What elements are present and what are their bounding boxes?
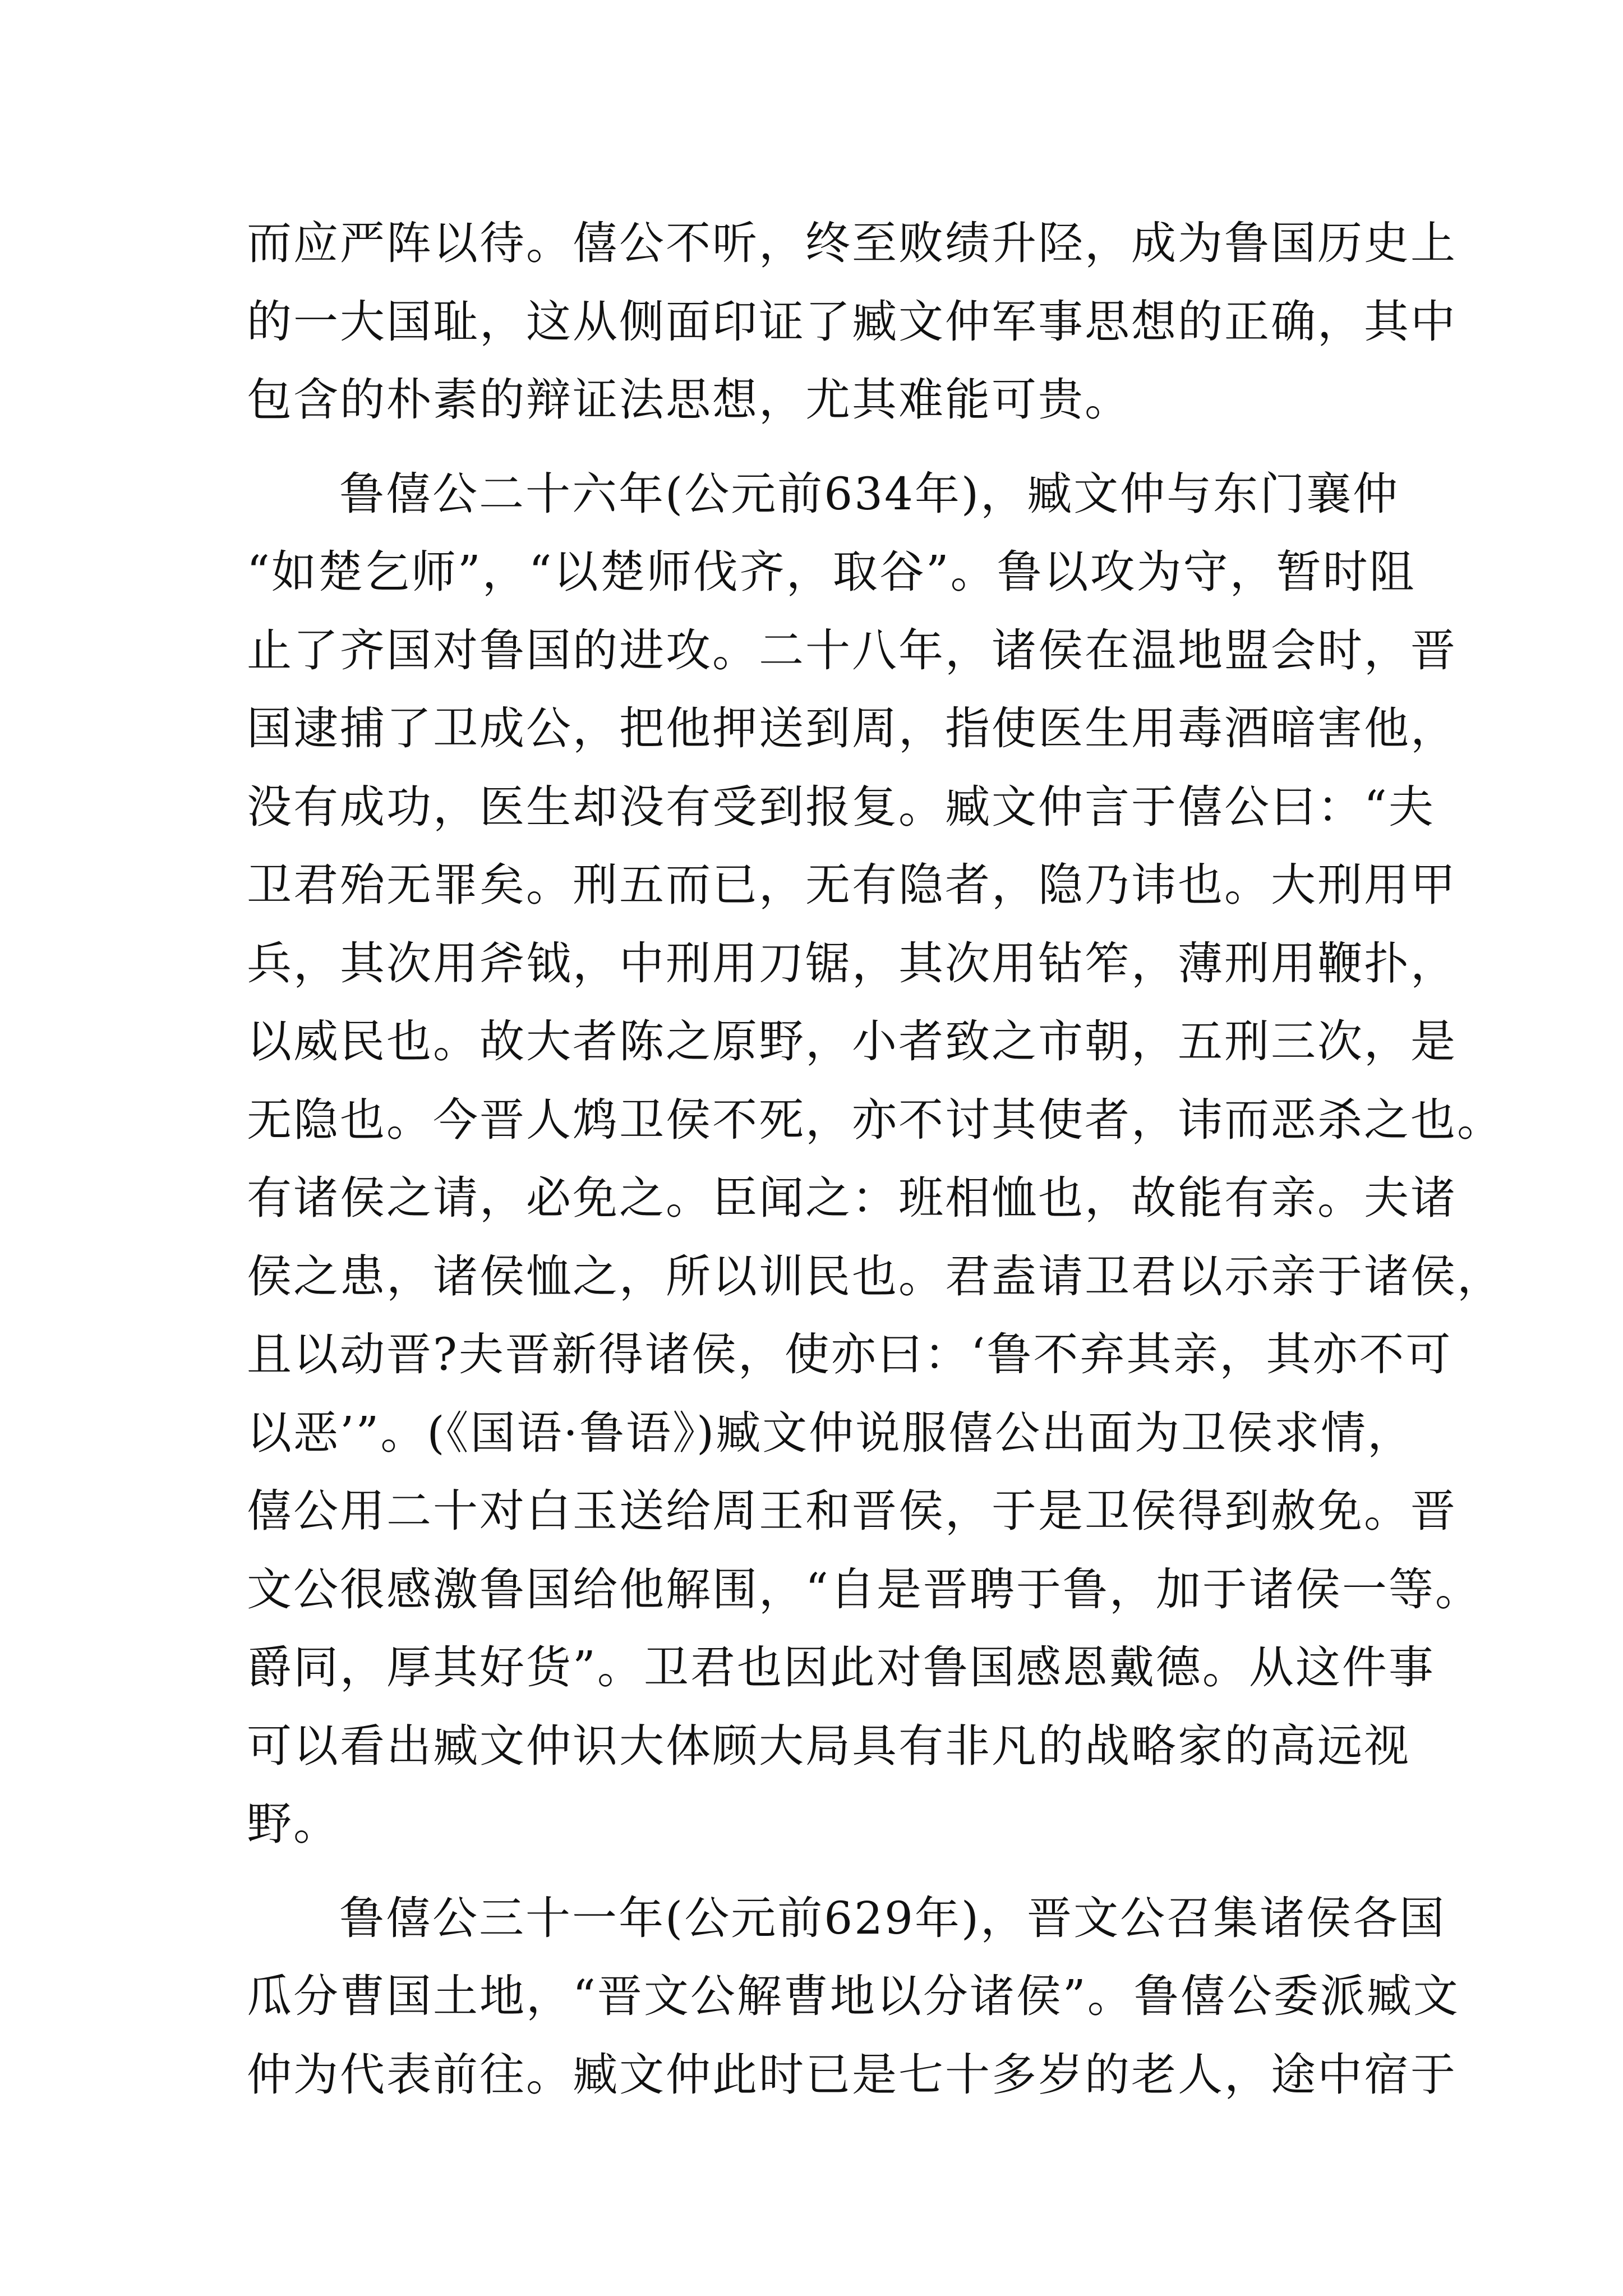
text-line: 国逮捕了卫成公，把他押送到周，指使医生用毒酒暗害他， (247, 702, 1457, 754)
text-line: 卫君殆无罪矣。刑五而已，无有隐者，隐乃讳也。大刑用甲 (247, 859, 1457, 911)
text-line: 有诸侯之请，必免之。臣闻之：班相恤也，故能有亲。夫诸 (247, 1172, 1457, 1224)
paragraph-2 (247, 455, 1504, 1864)
text-line: 侯之患，诸侯恤之，所以训民也。君盍请卫君以示亲于诸侯， (247, 1250, 1504, 1303)
text-line: 野。 (247, 1798, 340, 1850)
text-line: 且以动晋?夫晋新得诸侯，使亦曰：‘鲁不弃其亲，其亦不可 (247, 1328, 1453, 1381)
paragraph-1 (247, 204, 1457, 439)
document-body (247, 204, 1504, 2114)
text-line: 文公很感激鲁国给他解围，“自是晋聘于鲁，加于诸侯一等。 (247, 1563, 1482, 1616)
text-line: 无隐也。今晋人鸩卫侯不死，亦不讨其使者，讳而恶杀之也。 (247, 1093, 1504, 1146)
text-line: 止了齐国对鲁国的进攻。二十八年，诸侯在温地盟会时，晋 (247, 624, 1457, 677)
text-line: 以威民也。故大者陈之原野，小者致之市朝，五刑三次，是 (247, 1015, 1457, 1068)
text-line: 兵，其次用斧钺，中刑用刀锯，其次用钻笮，薄刑用鞭扑， (247, 937, 1457, 990)
text-line: 包含的朴素的辩证法思想，尤其难能可贵。 (247, 374, 1131, 426)
text-line: 以恶’”。(《国语·鲁语》)臧文仲说服僖公出面为卫侯求情， (247, 1406, 1414, 1459)
text-line: 的一大国耻，这从侧面印证了臧文仲军事思想的正确，其中 (247, 295, 1457, 348)
text-line: 仲为代表前往。臧文仲此时已是七十多岁的老人，途中宿于 (247, 2048, 1457, 2101)
text-line: “如楚乞师”，“以楚师伐齐，取谷”。鲁以攻为守，暂时阻 (247, 546, 1416, 598)
text-line: 鲁僖公三十一年(公元前629年)，晋文公召集诸侯各国 (339, 1892, 1446, 1944)
paragraph-3 (247, 1879, 1460, 2114)
text-line: 没有成功，医生却没有受到报复。臧文仲言于僖公曰：“夫 (247, 780, 1435, 833)
text-line: 爵同，厚其好货”。卫君也因此对鲁国感恩戴德。从这件事 (247, 1641, 1435, 1694)
text-line: 而应严阵以待。僖公不听，终至败绩升陉，成为鲁国历史上 (247, 217, 1457, 269)
text-line: 僖公用二十对白玉送给周王和晋侯，于是卫侯得到赦免。晋 (247, 1485, 1457, 1537)
text-line: 瓜分曹国土地，“晋文公解曹地以分诸侯”。鲁僖公委派臧文 (247, 1970, 1460, 2022)
text-line: 鲁僖公二十六年(公元前634年)，臧文仲与东门襄仲 (339, 467, 1400, 520)
text-line: 可以看出臧文仲识大体顾大局具有非凡的战略家的高远视 (247, 1719, 1410, 1772)
